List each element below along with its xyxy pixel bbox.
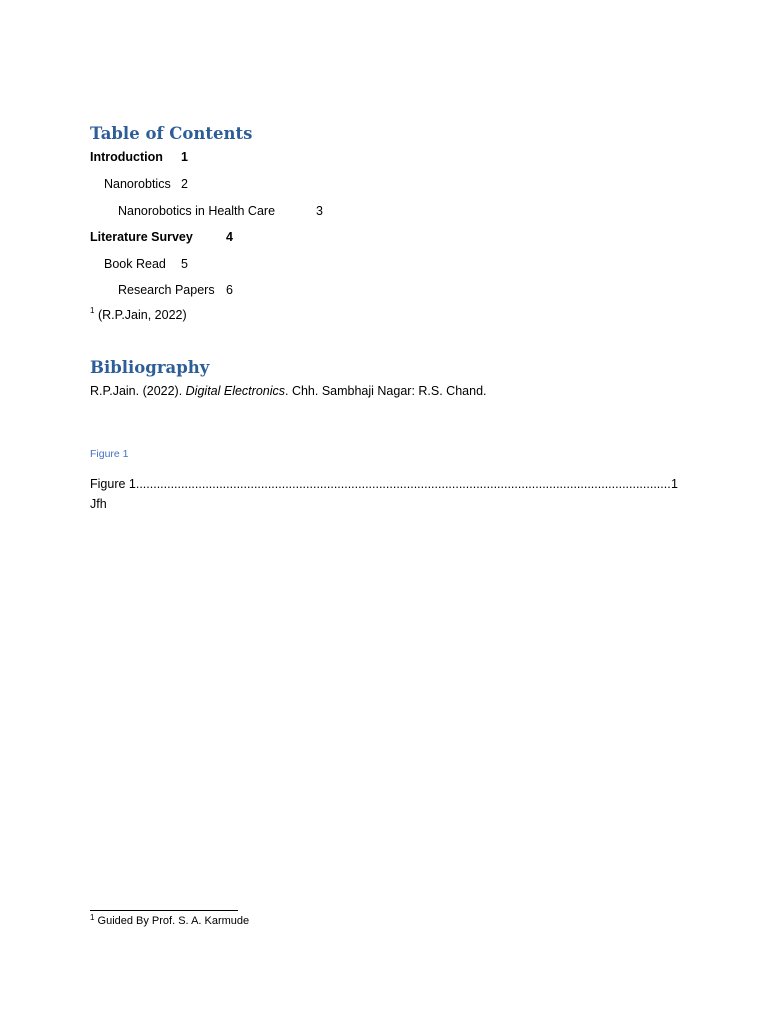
tof-leader-dots xyxy=(136,477,671,491)
toc-entry-title: Book Read xyxy=(104,257,166,271)
toc-entry-title: Nanorobotics in Health Care xyxy=(118,204,276,218)
toc-entry-page: 1 xyxy=(181,150,188,164)
footnote-separator xyxy=(90,910,238,911)
bibliography-heading: Bibliography xyxy=(90,358,210,377)
toc-entry-page: 4 xyxy=(226,230,233,244)
toc-entry-title: Research Papers xyxy=(118,283,215,297)
bibliography-entry xyxy=(90,384,487,398)
citation-line xyxy=(90,308,187,322)
table-of-figures-entry[interactable] xyxy=(90,477,678,493)
bibliography-author-year: R.P.Jain. (2022). xyxy=(90,384,186,398)
tof-page: 1 xyxy=(671,477,678,491)
footnote-text: Guided By Prof. S. A. Karmude xyxy=(97,915,250,927)
bibliography-publisher: . Chh. Sambhaji Nagar: R.S. Chand. xyxy=(285,384,487,398)
toc-entry-page: 2 xyxy=(181,177,188,191)
toc-heading: Table of Contents xyxy=(90,124,253,143)
footnote-marker: 1 xyxy=(90,913,95,922)
footnote xyxy=(90,915,249,927)
toc-entry-book-read[interactable] xyxy=(104,256,188,272)
toc-entry-literature-survey[interactable] xyxy=(90,229,233,245)
body-text: Jfh xyxy=(90,497,107,511)
toc-entry-page: 3 xyxy=(316,204,323,218)
toc-entry-introduction[interactable] xyxy=(90,149,188,165)
toc-entry-title: Literature Survey xyxy=(90,230,193,244)
figure-caption: Figure 1 xyxy=(90,448,129,460)
toc-entry-title: Nanorobtics xyxy=(104,177,171,191)
toc-entry-nanorobtics[interactable] xyxy=(104,176,188,192)
tof-label: Figure 1 xyxy=(90,477,136,491)
toc-entry-page: 6 xyxy=(226,283,233,297)
bibliography-title: Digital Electronics xyxy=(185,384,285,398)
citation-text: (R.P.Jain, 2022) xyxy=(97,308,187,322)
toc-entry-health-care[interactable] xyxy=(118,203,323,219)
footnote-reference-marker[interactable]: 1 xyxy=(90,306,95,315)
toc-entry-title: Introduction xyxy=(90,150,163,164)
toc-entry-page: 5 xyxy=(181,257,188,271)
toc-entry-research-papers[interactable] xyxy=(118,282,233,298)
